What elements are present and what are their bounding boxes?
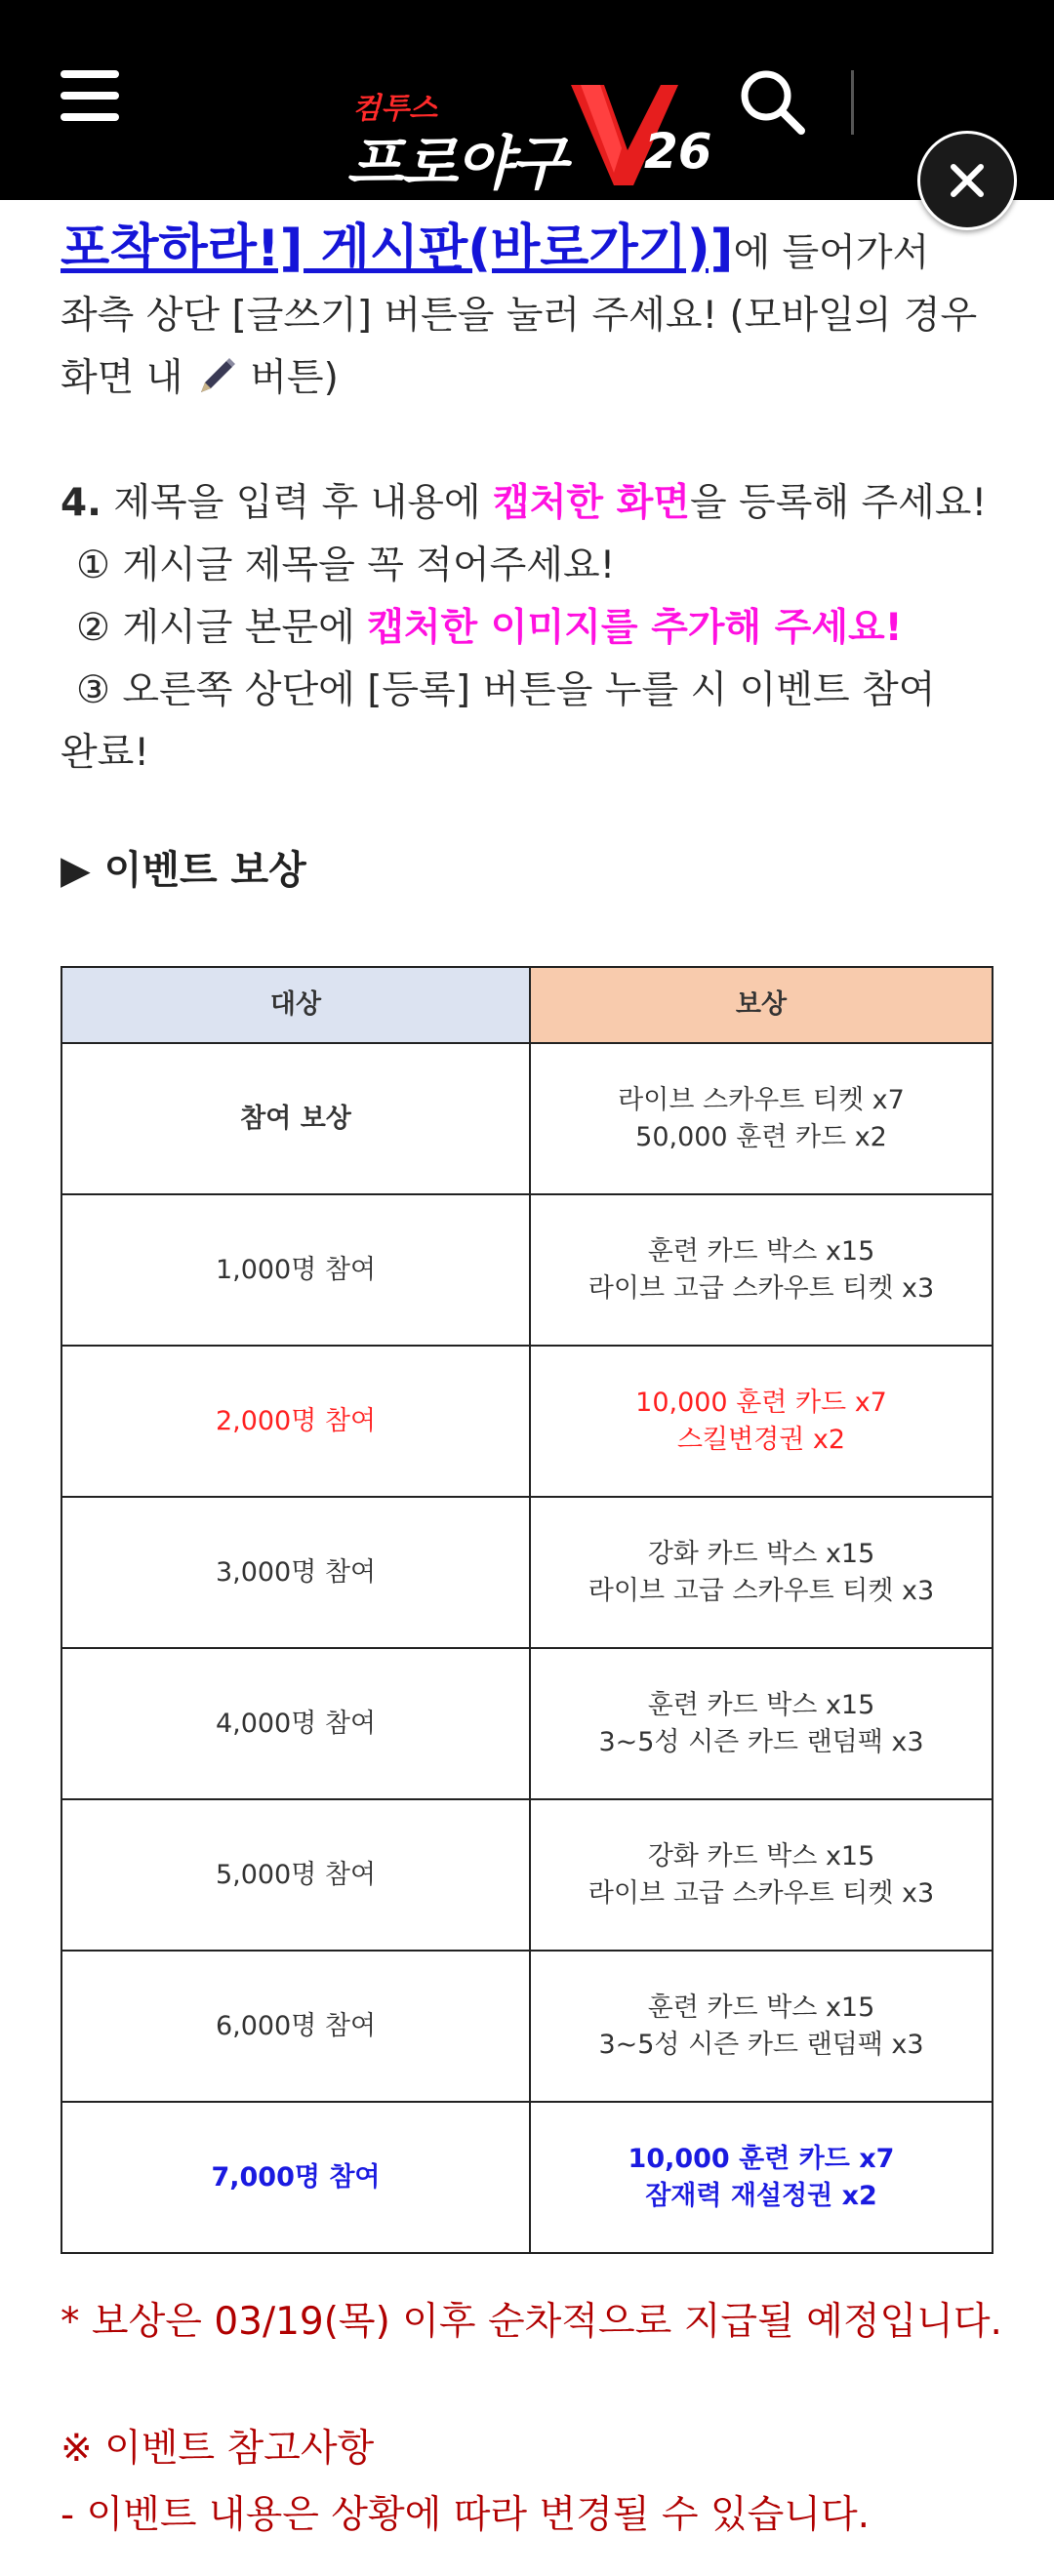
close-button[interactable] (917, 131, 1017, 230)
row-reward: 라이브 스카우트 티켓 x7 50,000 훈련 카드 x2 (530, 1043, 993, 1194)
logo-main-text: 프로야구 (346, 130, 565, 198)
row-target: 2,000명 참여 (61, 1346, 530, 1497)
step-4-sub-3-cont: 완료! (61, 731, 149, 775)
step-4-sub-2: ② 게시글 본문에 캡처한 이미지를 추가해 주세요! (76, 606, 903, 650)
table-row (61, 1043, 993, 1194)
reward-section-title: ▶ 이벤트 보상 (61, 848, 306, 893)
logo-small-text: 컴투스 (352, 92, 437, 126)
table-row (61, 1194, 993, 1346)
reward-table (61, 966, 993, 2254)
step-4-sub-3: ③ 오른쪽 상단에 [등록] 버튼을 누를 시 이벤트 참여 (76, 668, 936, 712)
table-header-row (61, 967, 993, 1043)
row-target: 참여 보상 (61, 1043, 530, 1194)
event-notes-item: - 이벤트 내용은 상황에 따라 변경될 수 있습니다. (61, 2493, 871, 2537)
step-4: 4. 제목을 입력 후 내용에 캡처한 화면을 등록해 주세요! (61, 481, 988, 525)
pen-icon (195, 355, 238, 398)
row-target: 5,000명 참여 (61, 1799, 530, 1951)
row-reward: 훈련 카드 박스 x15 3~5성 시즌 카드 랜덤팩 x3 (530, 1648, 993, 1799)
event-notes-title: ※ 이벤트 참고사항 (61, 2427, 375, 2471)
table-row (61, 1951, 993, 2102)
board-link[interactable]: 포착하라!] 게시판(바로가기)] (61, 220, 734, 278)
step-4-sub-1: ① 게시글 제목을 꼭 적어주세요! (76, 543, 616, 587)
menu-icon[interactable] (61, 70, 119, 125)
row-reward: 훈련 카드 박스 x15 3~5성 시즌 카드 랜덤팩 x3 (530, 1951, 993, 2102)
row-target: 4,000명 참여 (61, 1648, 530, 1799)
row-reward: 훈련 카드 박스 x15 라이브 고급 스카우트 티켓 x3 (530, 1194, 993, 1346)
row-target: 3,000명 참여 (61, 1497, 530, 1648)
top-header (0, 0, 1054, 200)
row-target: 7,000명 참여 (61, 2102, 530, 2253)
event-instructions (61, 200, 997, 895)
intro-line-2: 좌측 상단 [글쓰기] 버튼을 눌러 주세요! (모바일의 경우 (61, 294, 978, 338)
table-row (61, 1799, 993, 1951)
game-logo[interactable] (346, 80, 717, 198)
table-row (61, 2102, 993, 2253)
search-icon[interactable] (737, 66, 807, 137)
header-target: 대상 (61, 967, 530, 1043)
row-reward: 10,000 훈련 카드 x7 스킬변경권 x2 (530, 1346, 993, 1497)
close-icon (948, 161, 987, 200)
intro-line-3: 화면 내 버튼) (61, 356, 339, 400)
row-target: 1,000명 참여 (61, 1194, 530, 1346)
row-reward: 강화 카드 박스 x15 라이브 고급 스카우트 티켓 x3 (530, 1497, 993, 1648)
row-reward: 강화 카드 박스 x15 라이브 고급 스카우트 티켓 x3 (530, 1799, 993, 1951)
header-reward: 보상 (530, 967, 993, 1043)
table-row (61, 1497, 993, 1648)
logo-number: 26 (644, 123, 712, 180)
table-row (61, 1648, 993, 1799)
header-divider (851, 70, 854, 135)
row-target: 6,000명 참여 (61, 1951, 530, 2102)
reward-schedule-note: * 보상은 03/19(목) 이후 순차적으로 지급될 예정입니다. (61, 2300, 1002, 2344)
row-reward: 10,000 훈련 카드 x7 잠재력 재설정권 x2 (530, 2102, 993, 2253)
table-row (61, 1346, 993, 1497)
intro-line-1: 포착하라!] 게시판(바로가기)]에 들어가서 (61, 220, 930, 278)
